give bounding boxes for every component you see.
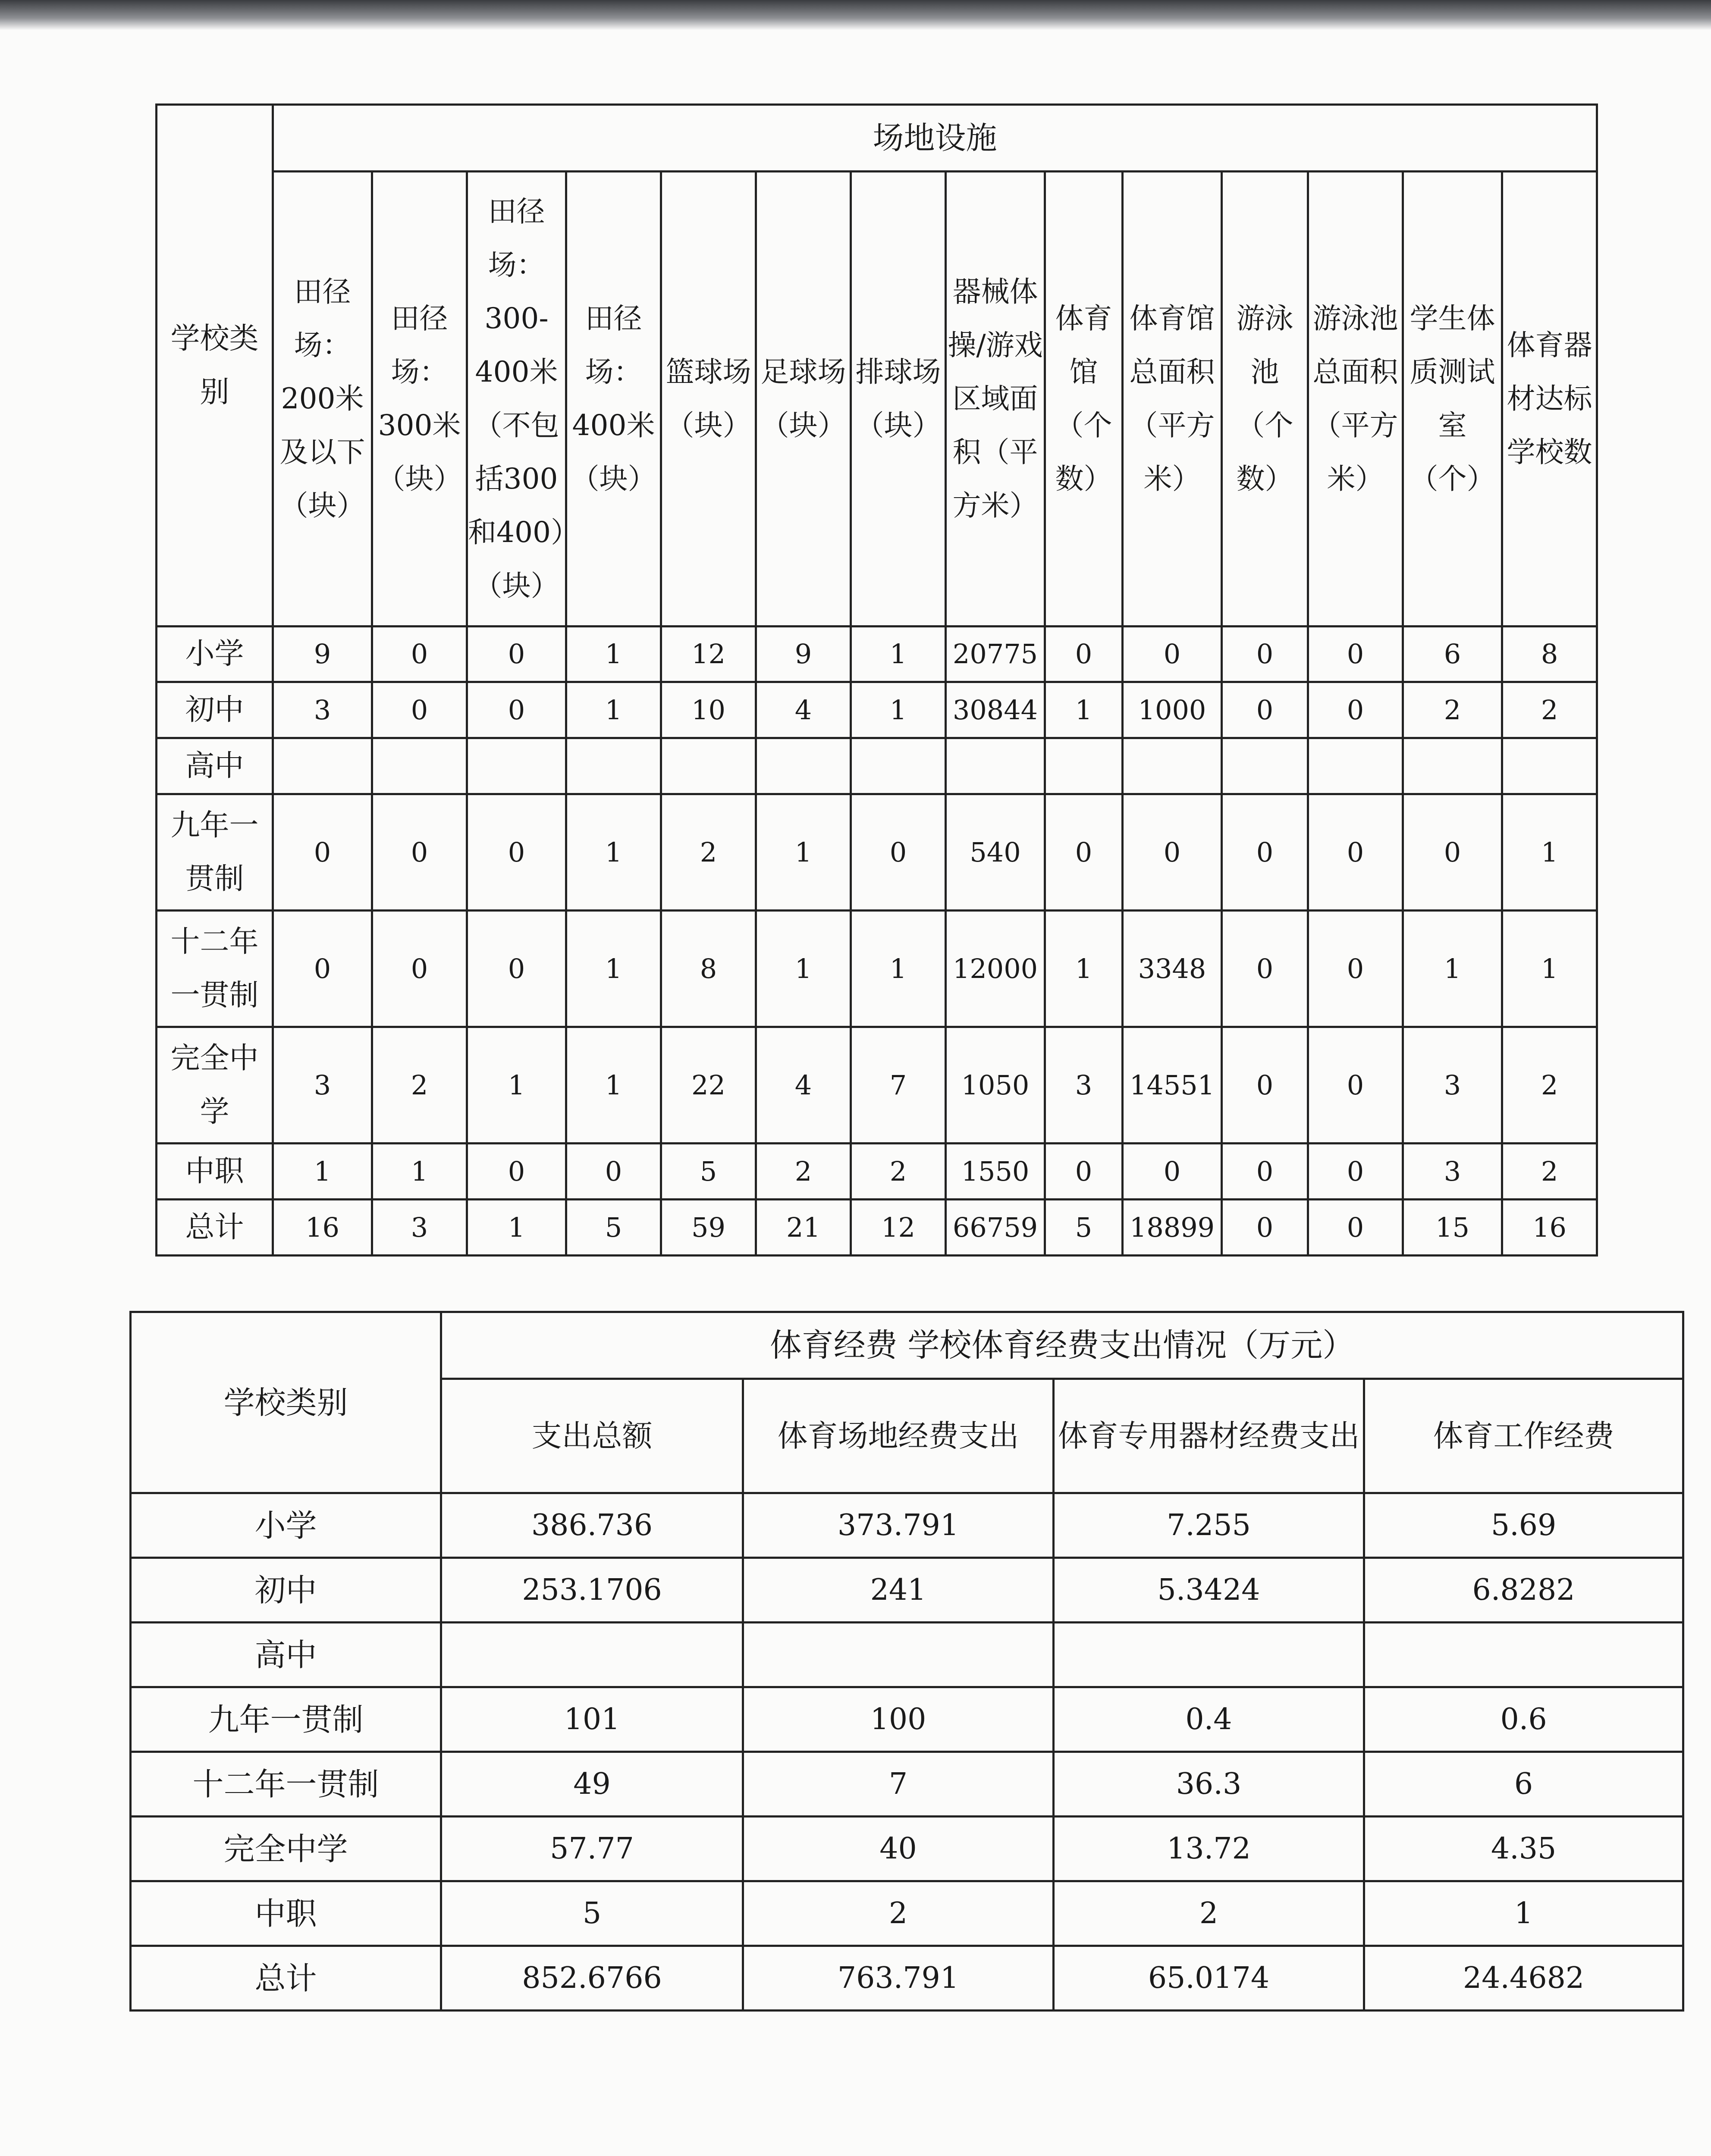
table-cell xyxy=(372,738,467,794)
table-cell: 0 xyxy=(1308,1027,1403,1144)
column-header: 体育场地经费支出 xyxy=(743,1379,1054,1493)
table-row xyxy=(131,1817,1683,1881)
table-cell xyxy=(743,1623,1054,1687)
table-cell: 59 xyxy=(661,1200,756,1256)
table-cell: 0 xyxy=(1222,1144,1308,1200)
table-cell xyxy=(661,738,756,794)
table-cell: 1 xyxy=(467,1200,566,1256)
row-label: 小学 xyxy=(157,627,273,682)
table-cell: 2 xyxy=(1502,1144,1597,1200)
table-cell xyxy=(1123,738,1222,794)
table-cell: 2 xyxy=(1502,1027,1597,1144)
table-cell: 0 xyxy=(1308,1144,1403,1200)
table-cell: 12 xyxy=(851,1200,946,1256)
table-cell: 241 xyxy=(743,1558,1054,1623)
table-cell: 2 xyxy=(851,1144,946,1200)
table-cell: 0 xyxy=(1045,794,1123,911)
table-cell: 4 xyxy=(756,1027,851,1144)
table-cell: 0 xyxy=(467,682,566,738)
row-label: 总计 xyxy=(157,1200,273,1256)
table-cell: 2 xyxy=(756,1144,851,1200)
table-cell: 0 xyxy=(1045,627,1123,682)
table-cell: 0 xyxy=(372,911,467,1027)
column-header: 游泳池总面积（平方米） xyxy=(1308,172,1403,627)
group-header: 体育经费 学校体育经费支出情况（万元） xyxy=(441,1312,1683,1379)
table-cell: 0 xyxy=(467,794,566,911)
table-cell: 763.791 xyxy=(743,1946,1054,2011)
table-cell: 0 xyxy=(1308,627,1403,682)
table-cell: 5 xyxy=(566,1200,661,1256)
table-cell: 100 xyxy=(743,1687,1054,1752)
table-cell: 1000 xyxy=(1123,682,1222,738)
table-cell: 66759 xyxy=(946,1200,1045,1256)
table-cell: 540 xyxy=(946,794,1045,911)
table-row xyxy=(157,738,1597,794)
table-cell: 2 xyxy=(743,1881,1054,1946)
table-cell: 1 xyxy=(566,794,661,911)
table-cell xyxy=(273,738,372,794)
facilities-table xyxy=(155,103,1598,1257)
table-cell: 5.3424 xyxy=(1054,1558,1364,1623)
table-cell: 1 xyxy=(756,794,851,911)
table-cell: 2 xyxy=(661,794,756,911)
table-cell xyxy=(946,738,1045,794)
table-cell: 1 xyxy=(566,911,661,1027)
table-cell: 1 xyxy=(1403,911,1502,1027)
table-cell: 7 xyxy=(851,1027,946,1144)
table-row xyxy=(157,794,1597,911)
table-cell: 3 xyxy=(372,1200,467,1256)
row-label: 九年一贯制 xyxy=(157,794,273,911)
table-cell: 0 xyxy=(1308,911,1403,1027)
column-header: 田径场：400米（块） xyxy=(566,172,661,627)
table-cell: 0 xyxy=(372,627,467,682)
table-cell: 1050 xyxy=(946,1027,1045,1144)
table-cell: 0 xyxy=(566,1144,661,1200)
table-cell: 0 xyxy=(1222,794,1308,911)
corner-header: 学校类别 xyxy=(157,105,273,627)
table-cell: 0 xyxy=(1222,682,1308,738)
table-cell: 0 xyxy=(1308,682,1403,738)
table-cell: 0 xyxy=(1222,911,1308,1027)
table-cell: 13.72 xyxy=(1054,1817,1364,1881)
table-cell: 0 xyxy=(467,911,566,1027)
table-cell: 8 xyxy=(661,911,756,1027)
table-cell: 0 xyxy=(1045,1144,1123,1200)
table-cell: 0 xyxy=(1123,627,1222,682)
table-cell: 12 xyxy=(661,627,756,682)
table-cell: 10 xyxy=(661,682,756,738)
table-cell: 40 xyxy=(743,1817,1054,1881)
funding-table xyxy=(129,1311,1684,2012)
table-cell: 7.255 xyxy=(1054,1493,1364,1558)
table-cell: 852.6766 xyxy=(441,1946,743,2011)
column-header: 体育专用器材经费支出 xyxy=(1054,1379,1364,1493)
table-cell: 1 xyxy=(851,911,946,1027)
column-header: 学生体质测试室（个） xyxy=(1403,172,1502,627)
row-label: 中职 xyxy=(157,1144,273,1200)
table-cell: 1 xyxy=(1364,1881,1683,1946)
table-row xyxy=(157,627,1597,682)
table-cell: 14551 xyxy=(1123,1027,1222,1144)
table-cell: 0 xyxy=(372,794,467,911)
row-label: 九年一贯制 xyxy=(131,1687,441,1752)
table-cell: 18899 xyxy=(1123,1200,1222,1256)
table-cell: 0 xyxy=(273,794,372,911)
group-header: 场地设施 xyxy=(273,105,1597,172)
table-cell xyxy=(1403,738,1502,794)
table-cell: 0 xyxy=(851,794,946,911)
table-cell: 5 xyxy=(661,1144,756,1200)
table-cell: 1 xyxy=(1502,794,1597,911)
table-cell: 101 xyxy=(441,1687,743,1752)
column-header: 篮球场（块） xyxy=(661,172,756,627)
table-cell: 1 xyxy=(566,627,661,682)
table-cell: 5 xyxy=(441,1881,743,1946)
column-header: 体育器材达标学校数 xyxy=(1502,172,1597,627)
table-row xyxy=(131,1623,1683,1687)
table-row xyxy=(131,1946,1683,2011)
table-cell: 2 xyxy=(372,1027,467,1144)
table-cell xyxy=(1222,738,1308,794)
row-label: 小学 xyxy=(131,1493,441,1558)
table-cell: 30844 xyxy=(946,682,1045,738)
scan-top-shadow xyxy=(0,0,1711,30)
table-cell: 0 xyxy=(467,627,566,682)
row-label: 完全中学 xyxy=(131,1817,441,1881)
table-cell: 4 xyxy=(756,682,851,738)
table-row xyxy=(157,911,1597,1027)
table-cell xyxy=(851,738,946,794)
table-cell: 0 xyxy=(1308,1200,1403,1256)
table-row xyxy=(131,1687,1683,1752)
table-cell: 15 xyxy=(1403,1200,1502,1256)
column-header: 足球场（块） xyxy=(756,172,851,627)
table-cell: 3348 xyxy=(1123,911,1222,1027)
table-cell: 24.4682 xyxy=(1364,1946,1683,2011)
table-cell: 0 xyxy=(1123,1144,1222,1200)
table-cell: 0 xyxy=(1222,1027,1308,1144)
table-cell: 3 xyxy=(273,1027,372,1144)
table-cell: 1 xyxy=(273,1144,372,1200)
table-cell: 0 xyxy=(1308,794,1403,911)
row-label: 初中 xyxy=(131,1558,441,1623)
table-cell: 2 xyxy=(1502,682,1597,738)
table-cell: 3 xyxy=(273,682,372,738)
table-cell: 9 xyxy=(756,627,851,682)
column-header: 排球场（块） xyxy=(851,172,946,627)
table-cell: 0 xyxy=(1123,794,1222,911)
table-cell: 9 xyxy=(273,627,372,682)
row-label: 高中 xyxy=(157,738,273,794)
table-cell xyxy=(1502,738,1597,794)
column-header: 田径场：300米（块） xyxy=(372,172,467,627)
table-cell: 6 xyxy=(1403,627,1502,682)
column-header: 体育馆总面积（平方米） xyxy=(1123,172,1222,627)
table-cell: 65.0174 xyxy=(1054,1946,1364,2011)
column-header: 体育工作经费 xyxy=(1364,1379,1683,1493)
table-cell xyxy=(756,738,851,794)
column-header: 田径场：300-400米（不包括300和400）（块） xyxy=(467,172,566,627)
table-cell: 5 xyxy=(1045,1200,1123,1256)
table-cell: 0 xyxy=(1403,794,1502,911)
table-cell xyxy=(1054,1623,1364,1687)
table-cell: 0.4 xyxy=(1054,1687,1364,1752)
table-cell: 20775 xyxy=(946,627,1045,682)
row-label: 中职 xyxy=(131,1881,441,1946)
table-cell: 1 xyxy=(566,682,661,738)
column-header: 器械体操/游戏区域面积（平方米） xyxy=(946,172,1045,627)
column-header: 支出总额 xyxy=(441,1379,743,1493)
table-cell xyxy=(1045,738,1123,794)
table-cell: 1 xyxy=(756,911,851,1027)
table-cell: 1 xyxy=(372,1144,467,1200)
corner-header: 学校类别 xyxy=(131,1312,441,1493)
table-row xyxy=(131,1493,1683,1558)
row-label: 初中 xyxy=(157,682,273,738)
table-cell: 6 xyxy=(1364,1752,1683,1817)
table-cell: 0 xyxy=(372,682,467,738)
table-cell: 3 xyxy=(1403,1027,1502,1144)
column-header: 游泳池（个数） xyxy=(1222,172,1308,627)
table-cell: 49 xyxy=(441,1752,743,1817)
row-label: 十二年一贯制 xyxy=(157,911,273,1027)
row-label: 十二年一贯制 xyxy=(131,1752,441,1817)
table-cell: 36.3 xyxy=(1054,1752,1364,1817)
table-row xyxy=(157,1027,1597,1144)
table-cell: 1 xyxy=(851,627,946,682)
table-cell: 373.791 xyxy=(743,1493,1054,1558)
table-cell: 1 xyxy=(1045,682,1123,738)
table-cell xyxy=(566,738,661,794)
table-cell: 0 xyxy=(273,911,372,1027)
table-row xyxy=(131,1881,1683,1946)
table-cell: 0 xyxy=(467,1144,566,1200)
table-cell: 1 xyxy=(1045,911,1123,1027)
table-cell: 21 xyxy=(756,1200,851,1256)
table-cell: 1 xyxy=(467,1027,566,1144)
table-cell: 3 xyxy=(1045,1027,1123,1144)
table-cell: 5.69 xyxy=(1364,1493,1683,1558)
table-cell: 12000 xyxy=(946,911,1045,1027)
table-cell: 1 xyxy=(1502,911,1597,1027)
table-cell xyxy=(1364,1623,1683,1687)
table-cell xyxy=(1308,738,1403,794)
table-row xyxy=(131,1752,1683,1817)
table-cell: 2 xyxy=(1054,1881,1364,1946)
table-cell: 386.736 xyxy=(441,1493,743,1558)
table-cell: 1550 xyxy=(946,1144,1045,1200)
table-cell: 0 xyxy=(1222,1200,1308,1256)
table-cell: 3 xyxy=(1403,1144,1502,1200)
table-row xyxy=(157,682,1597,738)
table-row xyxy=(157,1144,1597,1200)
table-cell: 16 xyxy=(1502,1200,1597,1256)
table-cell xyxy=(467,738,566,794)
table-cell: 0 xyxy=(1222,627,1308,682)
table-cell: 8 xyxy=(1502,627,1597,682)
table-cell: 7 xyxy=(743,1752,1054,1817)
table-cell: 22 xyxy=(661,1027,756,1144)
row-label: 完全中学 xyxy=(157,1027,273,1144)
table-cell xyxy=(441,1623,743,1687)
column-header: 体育馆（个数） xyxy=(1045,172,1123,627)
table-cell: 6.8282 xyxy=(1364,1558,1683,1623)
column-header: 田径场：200米及以下（块） xyxy=(273,172,372,627)
table-cell: 57.77 xyxy=(441,1817,743,1881)
table-cell: 4.35 xyxy=(1364,1817,1683,1881)
table-cell: 1 xyxy=(566,1027,661,1144)
table-cell: 253.1706 xyxy=(441,1558,743,1623)
table-row xyxy=(157,1200,1597,1256)
table-cell: 16 xyxy=(273,1200,372,1256)
table-cell: 0.6 xyxy=(1364,1687,1683,1752)
table-cell: 2 xyxy=(1403,682,1502,738)
row-label: 高中 xyxy=(131,1623,441,1687)
row-label: 总计 xyxy=(131,1946,441,2011)
table-row xyxy=(131,1558,1683,1623)
table-cell: 1 xyxy=(851,682,946,738)
